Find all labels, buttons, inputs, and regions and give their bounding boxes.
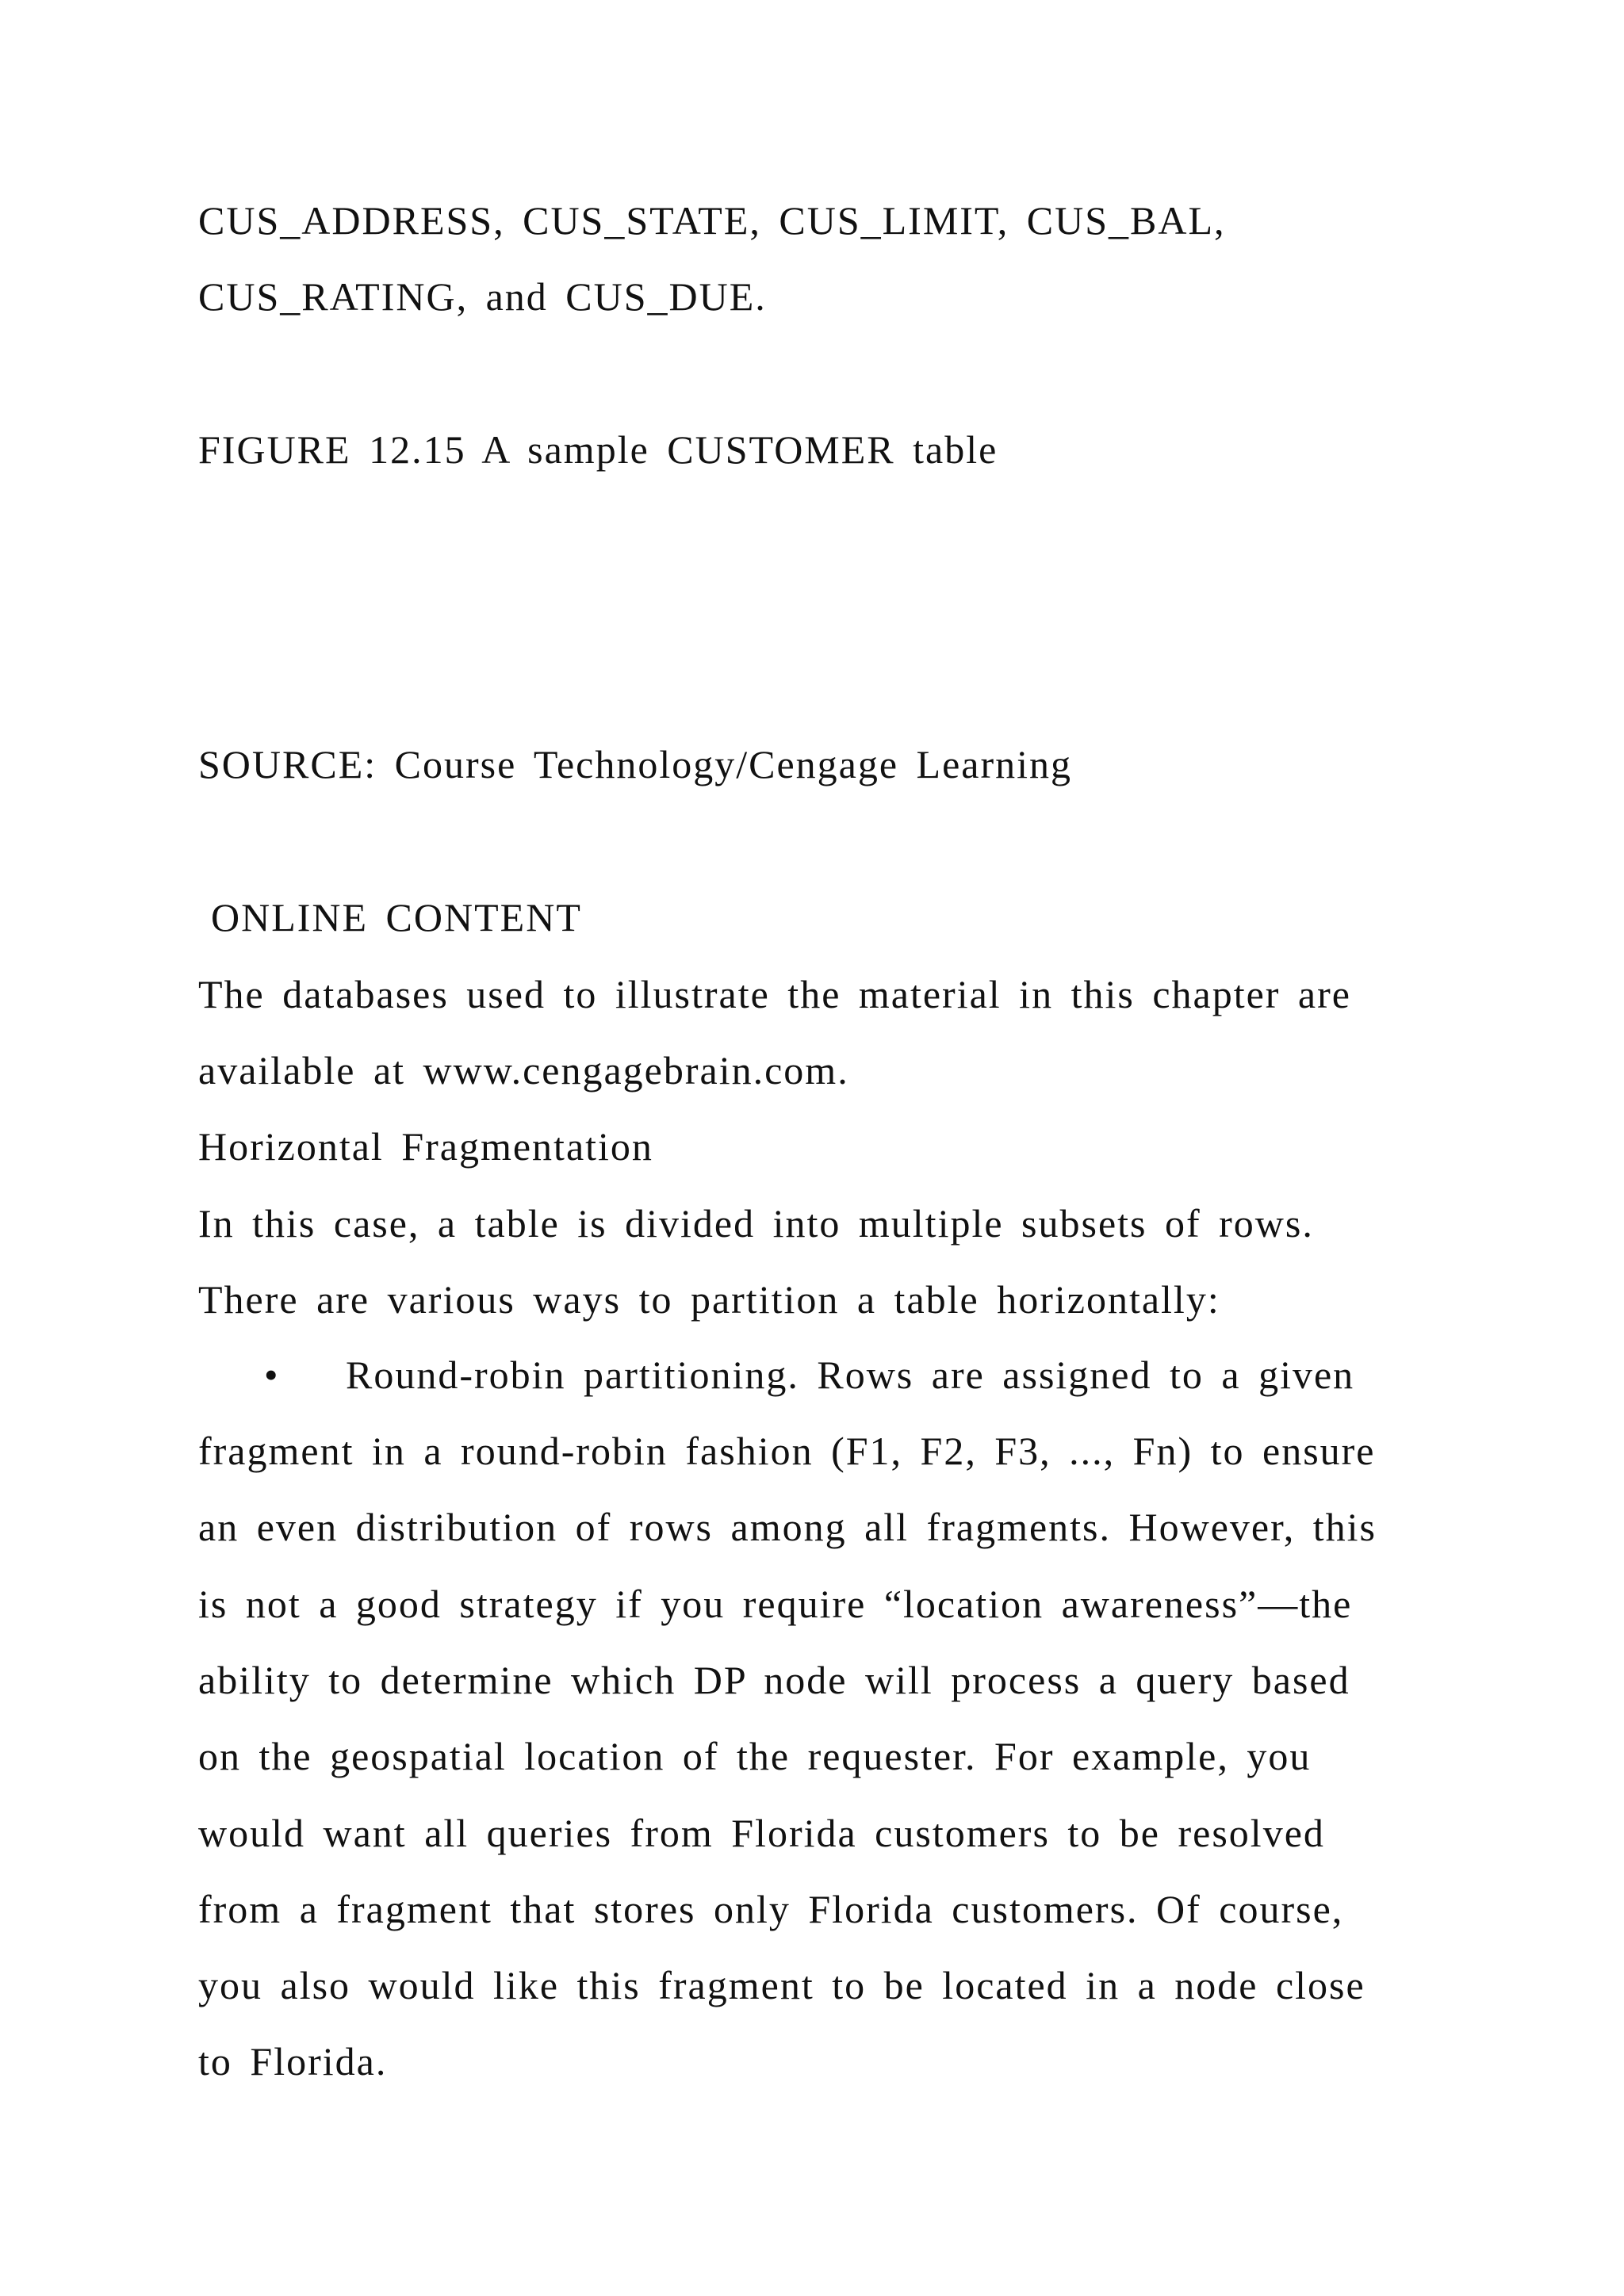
- bullet-line: an even distribution of rows among all fragments. However, this: [198, 1505, 1377, 1549]
- bullet-line: fragment in a round-robin fashion (F1, F2, F3, ..., Fn) to ensure: [198, 1429, 1376, 1473]
- bullet-line: would want all queries from Florida customers to be resolved: [198, 1811, 1325, 1855]
- online-content-heading: ONLINE CONTENT: [211, 895, 582, 939]
- intro-line: CUS_ADDRESS, CUS_STATE, CUS_LIMIT, CUS_BAL,: [198, 198, 1226, 243]
- bullet-line: to Florida.: [198, 2039, 388, 2084]
- section-heading: Horizontal Fragmentation: [198, 1124, 653, 1169]
- bullet-line: on the geospatial location of the requester. For example, you: [198, 1734, 1312, 1778]
- bullet-line: from a fragment that stores only Florida customers. Of course,: [198, 1887, 1344, 1931]
- bullet-symbol: •: [264, 1353, 280, 1397]
- figure-source: SOURCE: Course Technology/Cengage Learning: [198, 742, 1073, 786]
- online-content-line: The databases used to illustrate the material in this chapter are: [198, 972, 1351, 1016]
- bullet-line: Round-robin partitioning. Rows are assigned to a given: [346, 1353, 1355, 1397]
- bullet-line: you also would like this fragment to be located in a node close: [198, 1963, 1365, 2007]
- bullet-line: is not a good strategy if you require “location awareness”—the: [198, 1582, 1353, 1626]
- section-line: In this case, a table is divided into multiple subsets of rows.: [198, 1201, 1314, 1246]
- bullet-line: ability to determine which DP node will process a query based: [198, 1658, 1350, 1702]
- online-content-line: available at www.cengagebrain.com.: [198, 1048, 849, 1093]
- section-line: There are various ways to partition a table horizontally:: [198, 1277, 1220, 1322]
- figure-caption: FIGURE 12.15 A sample CUSTOMER table: [198, 427, 998, 472]
- intro-line: CUS_RATING, and CUS_DUE.: [198, 274, 767, 319]
